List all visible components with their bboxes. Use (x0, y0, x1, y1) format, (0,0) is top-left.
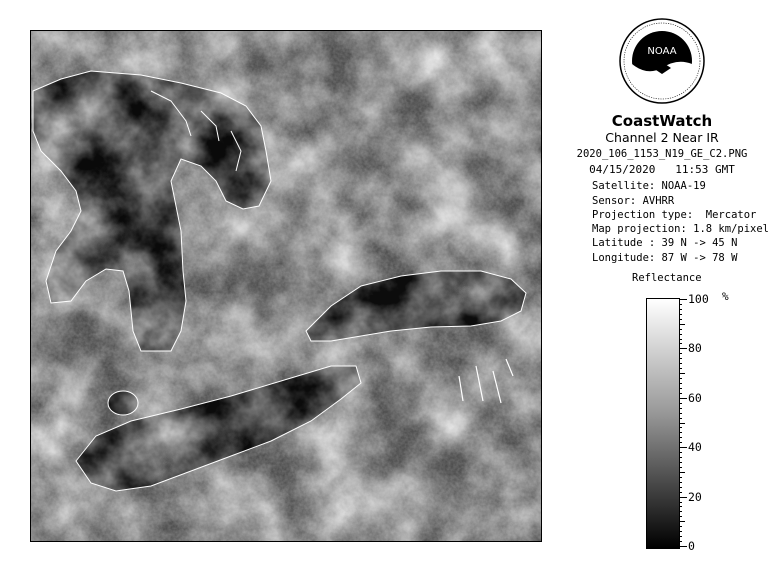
noaa-logo-icon (619, 18, 705, 104)
legend-minor-tick (679, 373, 685, 374)
legend-minor-tick (679, 353, 682, 354)
map-projection-label: Map projection: 1.8 km/pixel (592, 223, 770, 235)
legend-minor-tick (679, 413, 682, 414)
legend-minor-tick (679, 309, 682, 310)
legend-minor-tick (679, 343, 682, 344)
legend-minor-tick (679, 437, 682, 438)
filename-label: 2020_106_1153_N19_GE_C2.PNG (576, 148, 748, 160)
legend-tick-label: 40 (688, 440, 702, 455)
legend-minor-tick (679, 368, 682, 369)
legend-minor-tick (679, 462, 682, 463)
legend-minor-tick (679, 319, 682, 320)
legend-minor-tick (679, 482, 682, 483)
legend-minor-tick (679, 492, 682, 493)
legend-major-tick (679, 447, 687, 448)
satellite-image (30, 30, 542, 542)
legend-minor-tick (679, 477, 682, 478)
legend-minor-tick (679, 427, 682, 428)
legend-minor-tick (679, 339, 682, 340)
legend-minor-tick (679, 363, 682, 364)
legend-minor-tick (679, 502, 682, 503)
legend-minor-tick (679, 432, 682, 433)
legend-tick-label: 0 (688, 539, 695, 553)
datetime-label: 04/15/2020 11:53 GMT (589, 163, 735, 176)
legend-minor-tick (679, 531, 682, 532)
legend-tick-label: 100 (688, 292, 709, 306)
channel-label: Channel 2 Near IR (605, 130, 719, 145)
legend-unit: % (722, 290, 729, 303)
legend-minor-tick (679, 452, 682, 453)
legend-minor-tick (679, 393, 682, 394)
legend-major-tick (679, 299, 687, 300)
legend-minor-tick (679, 388, 682, 389)
legend-major-tick (679, 546, 687, 547)
legend-minor-tick (679, 511, 682, 512)
legend-minor-tick (679, 526, 682, 527)
legend-minor-tick (679, 521, 685, 522)
legend-minor-tick (679, 378, 682, 379)
legend-minor-tick (679, 408, 682, 409)
legend-minor-tick (679, 403, 682, 404)
legend-minor-tick (679, 442, 682, 443)
legend-minor-tick (679, 467, 682, 468)
legend-minor-tick (679, 314, 682, 315)
legend-minor-tick (679, 334, 682, 335)
legend-minor-tick (679, 506, 682, 507)
legend-minor-tick (679, 536, 682, 537)
legend-major-tick (679, 348, 687, 349)
legend-minor-tick (679, 304, 682, 305)
legend-tick-label: 60 (688, 390, 702, 405)
brand-title: CoastWatch (611, 112, 713, 130)
legend-minor-tick (679, 329, 682, 330)
legend-minor-tick (679, 423, 685, 424)
legend-major-tick (679, 398, 687, 399)
longitude-label: Longitude: 87 W -> 78 W (592, 252, 738, 264)
logo-text: NOAA (647, 46, 677, 57)
legend-minor-tick (679, 457, 682, 458)
legend-minor-tick (679, 358, 682, 359)
latitude-label: Latitude : 39 N -> 45 N (592, 237, 738, 249)
legend-tick-label: 80 (688, 341, 702, 356)
legend-minor-tick (679, 516, 682, 517)
legend-minor-tick (679, 418, 682, 419)
legend-minor-tick (679, 541, 682, 542)
reflectance-colorbar (646, 298, 680, 549)
legend-tick-label: 20 (688, 489, 702, 504)
legend-minor-tick (679, 383, 682, 384)
legend-title: Reflectance (632, 272, 702, 284)
sensor-label: Sensor: AVHRR (592, 195, 675, 207)
legend-minor-tick (679, 324, 685, 325)
legend-major-tick (679, 497, 687, 498)
satellite-map (31, 31, 542, 542)
legend-minor-tick (679, 487, 682, 488)
projection-type-label: Projection type: Mercator (592, 209, 757, 221)
legend-minor-tick (679, 472, 685, 473)
satellite-label: Satellite: NOAA-19 (592, 180, 706, 192)
cloud-cover (31, 31, 542, 542)
